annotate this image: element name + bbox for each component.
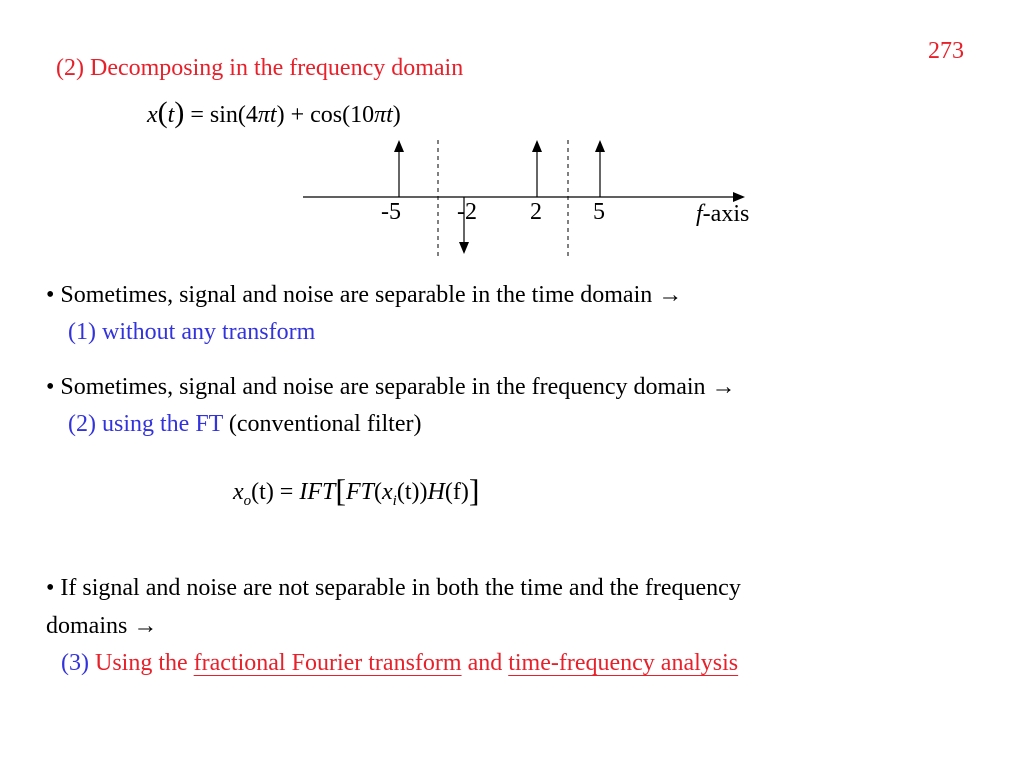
bullet-2-sub-colored: (2) using the FT [68,411,223,437]
page-number: 273 [928,38,964,64]
f-axis-label-rest: -axis [702,201,750,227]
eq2-h: H [427,479,445,505]
tick-label-minus-2: -2 [457,199,477,225]
impulse-plus-5-head [595,140,605,152]
signal-equation: x(t) = sin(4πt) + cos(10πt) [147,96,401,129]
impulse-plus-2-head [532,140,542,152]
impulse-minus-5-head [394,140,404,152]
bullet-1-sub: (1) without any transform [68,319,316,345]
bullet-2-text: Sometimes, signal and noise are separable in the frequency domain [54,374,712,400]
f-axis-label [696,201,749,228]
eq1-t2: t [269,102,277,128]
arrow-icon: → [133,613,158,639]
tick-label-plus-5: 5 [593,199,605,225]
bullet-3-symbol: • [46,575,55,601]
eq1-pi: π [257,102,270,128]
bullet-3-sub [61,650,738,677]
impulse-minus-2-head [459,242,469,254]
eq1-end: ) [392,102,401,128]
bullet-1-text: Sometimes, signal and noise are separable in the time domain [54,282,659,308]
eq2-ift: IFT [299,479,336,505]
eq2-sub-o: o [243,493,252,509]
eq1-t3: t [386,102,393,128]
bullet-3-sub-mid: and [461,650,509,676]
eq1-x: x [147,102,158,128]
bullet-2-sub [68,411,421,438]
eq2-xi: x [382,479,393,505]
eq2-x: x [233,479,244,505]
slide-heading: (2) Decomposing in the frequency domain [56,55,464,81]
eq1-sin: = sin(4 [184,102,258,128]
eq2-open: ( [374,479,383,505]
eq2-sub-i: i [392,493,397,509]
eq2-right-bracket: ] [468,472,480,508]
eq2-ft: FT [346,479,375,505]
eq1-pi2: π [374,102,387,128]
eq2-hf: (f) [444,479,469,505]
arrow-icon: → [711,374,736,400]
bullet-2-symbol: • [46,374,55,400]
bullet-3-line2 [46,613,157,640]
bullet-3-text: If signal and noise are not separable in both the time and the frequency [54,575,741,601]
filter-equation [233,472,480,509]
bullet-3-line2-text: domains [46,613,134,639]
eq2-t: (t) = [251,479,300,505]
bullet-3-sub-prefix: (3) [61,650,95,676]
time-frequency-analysis-link[interactable]: time-frequency analysis [508,650,739,676]
arrow-icon: → [658,282,683,308]
bullet-3 [46,575,741,602]
bullet-1-symbol: • [46,282,55,308]
bullet-1 [46,282,682,309]
bullet-2-sub-plain: (conventional filter) [222,411,422,437]
eq1-cos: ) + cos(10 [276,102,375,128]
eq2-ti: (t)) [396,479,428,505]
f-axis-label-f: f [696,201,703,227]
eq1-t: t [167,102,175,128]
eq2-left-bracket: [ [335,472,346,508]
tick-label-plus-2: 2 [530,199,542,225]
bullet-2 [46,374,736,401]
bullet-3-sub-colored: Using the [94,650,194,676]
fractional-fourier-transform-link[interactable]: fractional Fourier transform [193,650,462,676]
tick-label-minus-5: -5 [381,199,401,225]
